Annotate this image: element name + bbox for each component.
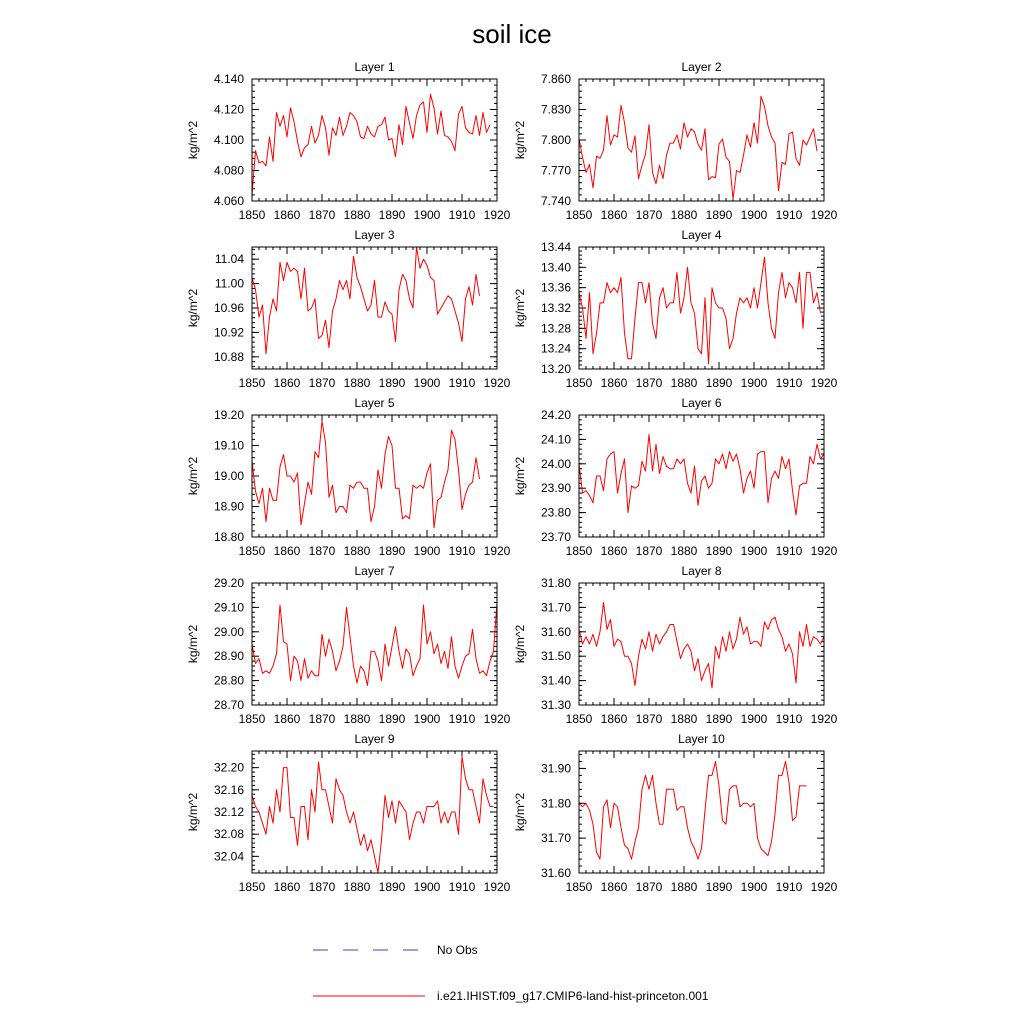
x-tick-label: 1920	[483, 880, 511, 894]
y-tick-label: 23.70	[540, 530, 571, 544]
y-tick-label: 28.80	[213, 673, 244, 688]
y-tick-label: 31.40	[540, 673, 571, 688]
figure-title: soil ice	[472, 19, 552, 49]
y-tick-label: 18.90	[213, 499, 244, 514]
x-tick-label: 1870	[635, 712, 663, 726]
y-tick-label: 24.10	[540, 432, 571, 447]
y-axis-label: kg/m^2	[186, 288, 200, 328]
x-tick-label: 1870	[308, 880, 336, 894]
x-tick-label: 1860	[600, 208, 628, 222]
y-tick-label: 7.740	[540, 194, 571, 208]
y-axis-label: kg/m^2	[186, 624, 200, 664]
panel-title: Layer 4	[681, 228, 722, 242]
x-tick-label: 1850	[565, 208, 593, 222]
panel-title: Layer 7	[354, 564, 395, 578]
y-tick-label: 32.08	[213, 827, 244, 842]
y-tick-label: 4.080	[213, 163, 244, 178]
panel-title: Layer 8	[681, 564, 722, 578]
x-tick-label: 1900	[740, 712, 768, 726]
x-tick-label: 1870	[635, 880, 663, 894]
panel-title: Layer 5	[354, 396, 395, 410]
legend-label-no-obs: No Obs	[437, 943, 478, 957]
y-tick-label: 7.830	[540, 102, 571, 117]
y-tick-label: 13.36	[540, 280, 571, 295]
y-tick-label: 10.92	[213, 325, 244, 340]
y-tick-label: 23.80	[540, 505, 571, 520]
x-tick-label: 1850	[238, 376, 266, 390]
y-tick-label: 31.60	[540, 624, 571, 639]
x-tick-label: 1860	[600, 544, 628, 558]
x-tick-label: 1900	[740, 880, 768, 894]
y-tick-label: 18.80	[213, 530, 244, 544]
x-tick-label: 1890	[705, 208, 733, 222]
x-tick-label: 1890	[705, 712, 733, 726]
x-tick-label: 1910	[448, 544, 476, 558]
x-tick-label: 1900	[413, 376, 441, 390]
y-tick-label: 29.00	[213, 624, 244, 639]
y-tick-label: 13.20	[540, 362, 571, 376]
x-tick-label: 1890	[705, 880, 733, 894]
x-tick-label: 1890	[705, 376, 733, 390]
x-tick-label: 1910	[775, 376, 803, 390]
x-tick-label: 1890	[378, 208, 406, 222]
x-tick-label: 1920	[483, 544, 511, 558]
x-tick-label: 1920	[810, 376, 838, 390]
x-tick-label: 1920	[483, 712, 511, 726]
x-tick-label: 1860	[600, 712, 628, 726]
x-tick-label: 1920	[810, 208, 838, 222]
x-tick-label: 1860	[273, 208, 301, 222]
y-tick-label: 4.140	[213, 72, 244, 86]
y-tick-label: 10.88	[213, 349, 244, 364]
x-tick-label: 1860	[273, 376, 301, 390]
x-tick-label: 1870	[308, 712, 336, 726]
x-tick-label: 1910	[775, 544, 803, 558]
y-tick-label: 32.12	[213, 805, 244, 819]
x-tick-label: 1870	[635, 208, 663, 222]
y-tick-label: 7.800	[540, 133, 571, 147]
x-tick-label: 1880	[670, 712, 698, 726]
y-tick-label: 19.00	[213, 469, 244, 483]
x-tick-label: 1870	[635, 376, 663, 390]
x-tick-label: 1890	[378, 544, 406, 558]
x-tick-label: 1860	[273, 544, 301, 558]
y-tick-label: 32.16	[213, 782, 244, 797]
y-tick-label: 10.96	[213, 301, 244, 315]
x-tick-label: 1870	[308, 376, 336, 390]
y-axis-label: kg/m^2	[186, 792, 200, 832]
x-tick-label: 1900	[413, 544, 441, 558]
y-tick-label: 7.860	[540, 72, 571, 86]
y-tick-label: 13.32	[540, 301, 571, 315]
x-tick-label: 1850	[238, 880, 266, 894]
y-tick-label: 31.60	[540, 866, 571, 880]
y-tick-label: 31.30	[540, 698, 571, 712]
x-tick-label: 1910	[775, 712, 803, 726]
y-axis-label: kg/m^2	[513, 792, 527, 832]
y-tick-label: 7.770	[540, 163, 571, 178]
x-tick-label: 1880	[343, 544, 371, 558]
x-tick-label: 1880	[343, 208, 371, 222]
x-tick-label: 1910	[775, 208, 803, 222]
x-tick-label: 1910	[448, 880, 476, 894]
x-tick-label: 1860	[273, 712, 301, 726]
x-tick-label: 1910	[775, 880, 803, 894]
x-tick-label: 1860	[600, 880, 628, 894]
x-tick-label: 1850	[565, 376, 593, 390]
y-tick-label: 4.100	[213, 133, 244, 147]
x-tick-label: 1900	[740, 376, 768, 390]
x-tick-label: 1870	[308, 544, 336, 558]
x-tick-label: 1890	[378, 712, 406, 726]
y-axis-label: kg/m^2	[186, 120, 200, 160]
x-tick-label: 1890	[705, 544, 733, 558]
x-tick-label: 1850	[238, 712, 266, 726]
y-axis-label: kg/m^2	[513, 288, 527, 328]
legend-label-model: i.e21.IHIST.f09_g17.CMIP6-land-hist-princeton.001	[437, 989, 709, 1003]
y-tick-label: 13.24	[540, 341, 571, 356]
x-tick-label: 1880	[343, 376, 371, 390]
y-tick-label: 31.90	[540, 761, 571, 776]
x-tick-label: 1850	[238, 208, 266, 222]
x-tick-label: 1880	[670, 544, 698, 558]
x-tick-label: 1850	[238, 544, 266, 558]
y-tick-label: 11.00	[214, 276, 244, 291]
panel-title: Layer 9	[354, 732, 395, 746]
x-tick-label: 1870	[635, 544, 663, 558]
x-tick-label: 1880	[670, 376, 698, 390]
y-tick-label: 31.80	[540, 576, 571, 590]
panel-title: Layer 3	[354, 228, 395, 242]
y-axis-label: kg/m^2	[513, 624, 527, 664]
y-axis-label: kg/m^2	[513, 120, 527, 160]
panel-title: Layer 1	[354, 60, 395, 74]
x-tick-label: 1850	[565, 712, 593, 726]
y-tick-label: 19.10	[213, 438, 244, 453]
y-tick-label: 31.70	[540, 831, 571, 846]
x-tick-label: 1890	[378, 880, 406, 894]
x-tick-label: 1910	[448, 376, 476, 390]
y-tick-label: 11.04	[214, 252, 244, 267]
x-tick-label: 1860	[600, 376, 628, 390]
y-tick-label: 19.20	[213, 408, 244, 422]
y-tick-label: 29.10	[213, 600, 244, 615]
y-tick-label: 4.060	[213, 194, 244, 208]
x-tick-label: 1850	[565, 544, 593, 558]
y-tick-label: 24.20	[540, 408, 571, 422]
panel-title: Layer 2	[681, 60, 722, 74]
x-tick-label: 1900	[413, 712, 441, 726]
y-tick-label: 31.80	[540, 796, 571, 811]
x-tick-label: 1860	[273, 880, 301, 894]
y-tick-label: 29.20	[213, 576, 244, 590]
y-tick-label: 31.70	[540, 600, 571, 615]
y-tick-label: 24.00	[540, 456, 571, 471]
x-tick-label: 1850	[565, 880, 593, 894]
x-tick-label: 1880	[343, 880, 371, 894]
y-tick-label: 32.04	[213, 849, 244, 864]
x-tick-label: 1920	[810, 544, 838, 558]
x-tick-label: 1890	[378, 376, 406, 390]
x-tick-label: 1920	[483, 376, 511, 390]
x-tick-label: 1920	[810, 712, 838, 726]
x-tick-label: 1920	[483, 208, 511, 222]
x-tick-label: 1920	[810, 880, 838, 894]
x-tick-label: 1880	[670, 880, 698, 894]
y-tick-label: 13.44	[540, 240, 571, 254]
x-tick-label: 1910	[448, 712, 476, 726]
y-axis-label: kg/m^2	[513, 456, 527, 496]
x-tick-label: 1870	[308, 208, 336, 222]
panel-title: Layer 6	[681, 396, 722, 410]
y-tick-label: 31.50	[540, 649, 571, 664]
y-tick-label: 32.20	[213, 760, 244, 775]
y-tick-label: 23.90	[540, 481, 571, 496]
y-tick-label: 4.120	[213, 102, 244, 117]
x-tick-label: 1910	[448, 208, 476, 222]
y-tick-label: 28.70	[213, 698, 244, 712]
y-axis-label: kg/m^2	[186, 456, 200, 496]
x-tick-label: 1900	[740, 208, 768, 222]
y-tick-label: 13.28	[540, 321, 571, 336]
panel-title: Layer 10	[678, 732, 725, 746]
y-tick-label: 13.40	[540, 260, 571, 275]
x-tick-label: 1900	[413, 208, 441, 222]
x-tick-label: 1880	[343, 712, 371, 726]
x-tick-label: 1900	[413, 880, 441, 894]
x-tick-label: 1900	[740, 544, 768, 558]
x-tick-label: 1880	[670, 208, 698, 222]
y-tick-label: 28.90	[213, 649, 244, 664]
